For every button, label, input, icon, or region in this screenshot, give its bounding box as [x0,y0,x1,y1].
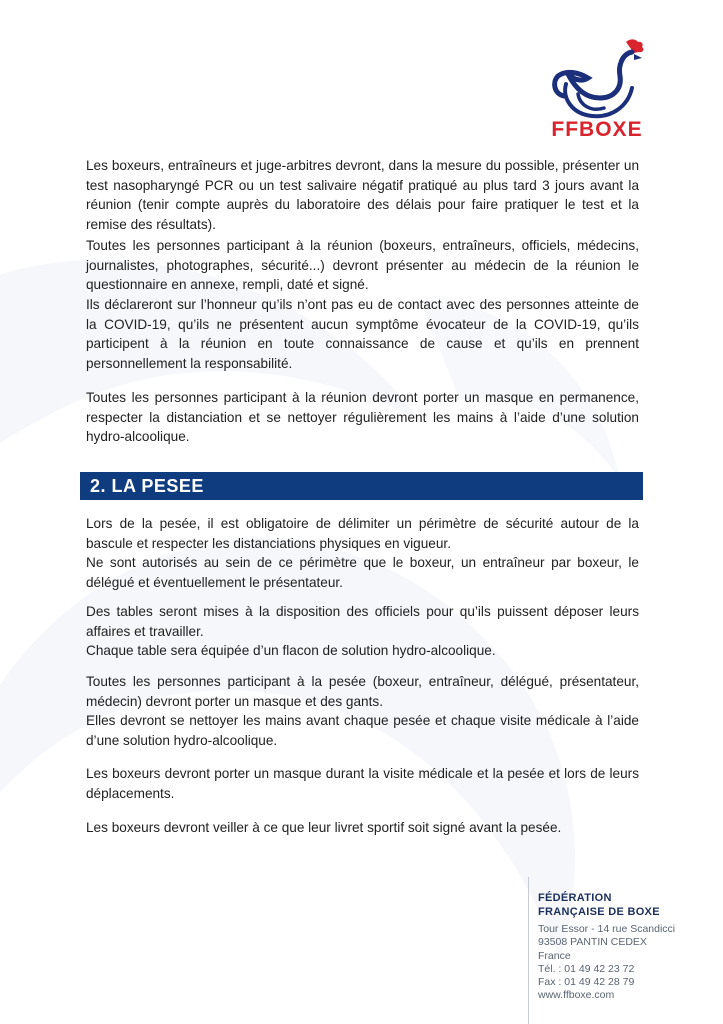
footer-country: France [538,949,571,962]
intro-paragraph-pcr: Les boxeurs, entraîneurs et juge-arbitres devront, dans la mesure du possible, présenter un test nasopharyngé PCR ou un test salivaire négatif pratiqué au plus tard 3 jours avant la réunion (tenir compte auprès du laboratoire des délais pour faire pratiquer le test et la remise des résultats). [86,158,639,232]
section-paragraph-perimeter: Lors de la pesée, il est obligatoire de délimiter un périmètre de sécurité autour de la bascule et respecter les distanciations physiques en vigueur. [86,516,639,551]
intro-paragraph-declaration: Ils déclareront sur l’honneur qu’ils n’ont pas eu de contact avec des personnes atteinte de la COVID-19, qu’ils ne présentent aucun symptôme évocateur de la COVID-19, qu’ils participent à la réunion en toute connaissance de cause et qu’ils en prennent personnellement la responsabilité. [86,297,639,371]
section-paragraph-boxers-mask: Les boxeurs devront porter un masque durant la visite médicale et la pesée et lors de leurs déplacements. [86,766,639,801]
intro-paragraph-mask: Toutes les personnes participant à la réunion devront porter un masque en permanence, respecter la distanciation et se nettoyer régulièrement les mains à l’aide d’une solution hydro-alcoolique. [86,390,639,445]
section-paragraph-masks-gloves: Toutes les personnes participant à la pesée (boxeur, entraîneur, délégué, présentateur, médecin) devront porter un masque et des gants. [86,674,639,709]
footer-phone: Tél. : 01 49 42 23 72 [538,962,635,975]
footer-org-line2: FRANÇAISE DE BOXE [538,906,660,918]
section-paragraph-flacon: Chaque table sera équipée d’un flacon de solution hydro-alcoolique. [86,643,496,658]
section-paragraph-tables: Des tables seront mises à la disposition des officiels pour qu’ils puissent déposer leurs affaires et travailler. [86,604,639,639]
footer-address-line1: Tour Essor - 14 rue Scandicci [538,923,676,935]
footer-website-link[interactable]: www.ffboxe.com [538,989,615,1002]
brand-name: FFBOXE [551,118,643,141]
footer-divider [528,877,529,1024]
section-paragraph-hands: Elles devront se nettoyer les mains avant chaque pesée et chaque visite médicale à l’aide d’une solution hydro-alcoolique. [86,713,639,748]
footer-contact-block [538,891,708,1003]
section-heading-bar [80,472,643,500]
section-title: 2. LA PESEE [90,476,204,496]
footer-fax: Fax : 01 49 42 28 79 [538,976,635,989]
section-paragraph-livret: Les boxeurs devront veiller à ce que leur livret sportif soit signé avant la pesée. [86,820,562,835]
intro-paragraph-questionnaire: Toutes les personnes participant à la réunion (boxeurs, entraîneurs, officiels, médecins, journalistes, photographes, sécurité...) devront présenter au médecin de la réunion le questionnaire en annexe, rempli, daté et signé. [86,238,639,293]
footer-org-line1: FÉDÉRATION [538,892,612,904]
footer-address-line2: 93508 PANTIN CEDEX [538,936,647,949]
section-paragraph-authorized: Ne sont autorisés au sein de ce périmètre que le boxeur, un entraîneur par boxeur, le délégué et éventuellement le présentateur. [86,555,639,590]
